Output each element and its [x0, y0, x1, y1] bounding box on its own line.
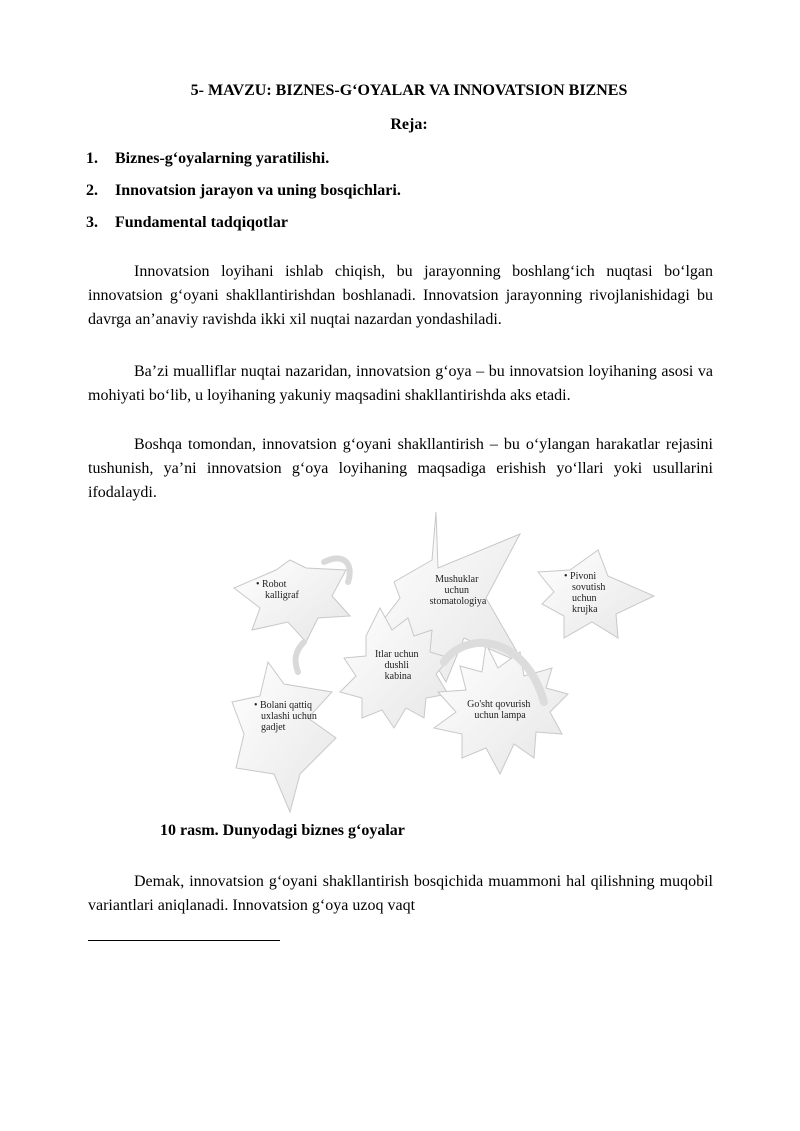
body-paragraph: Demak, innovatsion g‘oyani shakllantirish bosqichida muammoni hal qilishning muqobil variantlari aniqlanadi. Innovatsion g‘oya uzoq vaqt: [88, 873, 713, 914]
star-shape: [232, 662, 336, 812]
idea-label-robot: • Robot kalligraf: [256, 579, 299, 601]
page-title: 5- MAVZU: BIZNES-G‘OYALAR VA INNOVATSION BIZNES: [190, 82, 628, 99]
plan-item-number: 2.: [86, 182, 98, 199]
body-paragraph: Innovatsion loyihani ishlab chiqish, bu jarayonning boshlang‘ich nuqtasi bo‘lgan innovatsion g‘oyani shakllantirishdan boshlanadi. Innovatsion jarayonning rivojlanishidagi bu davrga an’anaviy ravishda ikki xil nuqtai nazardan yondashiladi.: [88, 263, 713, 328]
idea-label-bolani: • Bolani qattiq uxlashi uchun gadjet: [254, 700, 317, 733]
body-paragraph: Ba’zi mualliflar nuqtai nazaridan, innovatsion g‘oya – bu innovatsion loyihaning asosi va mohiyati bo‘lib, u loyihaning yakuniy maqsadini shakllantirishda aks etadi.: [88, 363, 713, 404]
plan-item-number: 1.: [86, 150, 98, 167]
idea-label-pivoni: • Pivoni sovutish uchun krujka: [564, 571, 606, 615]
plan-item: [86, 182, 401, 200]
plan-item-number: 3.: [86, 214, 98, 231]
plan-item-text: Biznes-g‘oyalarning yaratilishi.: [115, 150, 330, 167]
curved-arrow: [296, 642, 304, 672]
idea-label-itlar: Itlar uchun dushli kabina: [374, 649, 419, 682]
footnote-separator: [88, 940, 280, 941]
figure-caption: 10 rasm. Dunyodagi biznes g‘oyalar: [160, 822, 405, 839]
body-paragraph: Boshqa tomondan, innovatsion g‘oyani shakllantirish – bu o‘ylangan harakatlar rejasini tushunish, ya’ni innovatsion g‘oya loyihaning maqsadiga erishish yo‘llari yoki usullarini ifodalaydi.: [88, 436, 713, 501]
plan-heading: Reja:: [390, 116, 428, 133]
plan-item: [86, 214, 288, 232]
plan-item: [86, 150, 329, 168]
plan-item-text: Innovatsion jarayon va uning bosqichlari.: [115, 182, 401, 199]
business-ideas-diagram: [224, 512, 664, 822]
idea-label-mushuklar: Mushuklar uchun stomatologiya: [429, 574, 487, 607]
idea-label-gosht: Go'sht qovurish uchun lampa: [467, 699, 531, 721]
plan-item-text: Fundamental tadqiqotlar: [115, 214, 288, 231]
star-shape: [234, 560, 350, 642]
